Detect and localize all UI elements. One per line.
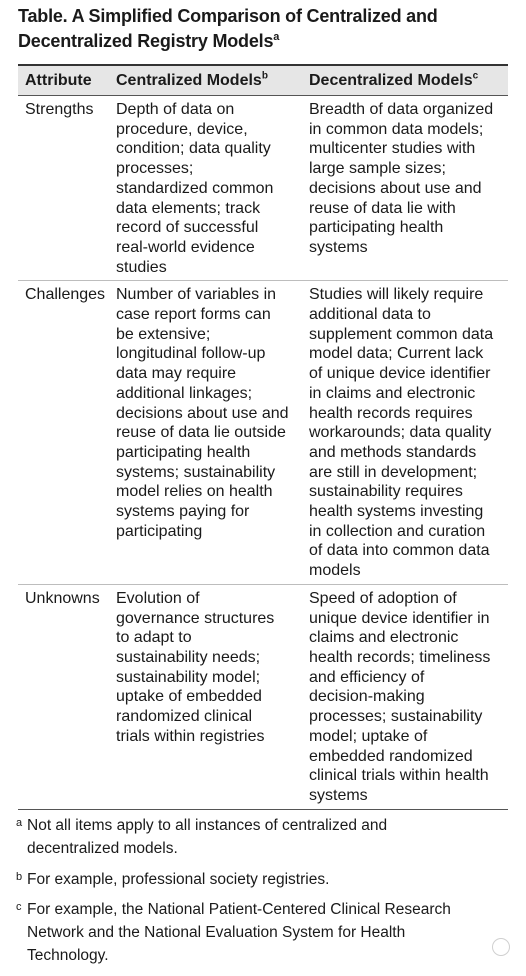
cell-line: decisions about use and: [116, 404, 289, 422]
cell-line: studies: [116, 258, 167, 276]
cell-line: sustainability needs;: [116, 648, 261, 666]
table-row: [18, 96, 508, 280]
cell-line: case report forms can: [116, 306, 271, 324]
cell-line: sustainability model;: [116, 668, 261, 686]
cell-line: health systems investing: [309, 503, 484, 521]
cell-line: multicenter studies with: [309, 140, 476, 158]
cell-line: be extensive;: [116, 325, 211, 343]
cell-line: in common data models;: [309, 120, 484, 138]
cell-line: procedure, device,: [116, 120, 248, 138]
cell-line: Breadth of data organized: [309, 101, 494, 118]
cell-line: processes;: [116, 160, 194, 178]
footnote-mark: a: [16, 817, 23, 829]
cell-line: sustainability requires: [309, 483, 463, 501]
cell-line: model data; Current lack: [309, 345, 484, 363]
cell-line: of unique device identifier: [309, 365, 491, 383]
footnote-b: [16, 868, 506, 891]
footnote-text: decentralized models.: [27, 840, 178, 857]
comparison-table: [18, 64, 508, 810]
cell-line: Number of variables in: [116, 286, 277, 304]
cell-line: Speed of adoption of: [309, 589, 457, 607]
cell-line: participating: [116, 522, 203, 540]
cell-line: to adapt to: [116, 629, 192, 647]
cell-line: randomized clinical: [116, 708, 253, 726]
cell-line: reuse of data lie with: [309, 199, 456, 217]
title-line-1: Table. A Simplified Comparison of Centralized and: [18, 6, 438, 26]
cell-decentralized: [302, 281, 508, 584]
cell-line: in claims and electronic: [309, 384, 476, 402]
cell-line: reuse of data lie outside: [116, 424, 286, 442]
cell-line: large sample sizes;: [309, 160, 446, 178]
cell-line: record of successful: [116, 219, 259, 237]
cell-line: decision-making: [309, 688, 425, 706]
cell-line: systems: [309, 786, 368, 804]
cell-line: and methods standards: [309, 443, 477, 461]
footnote-c: [16, 898, 506, 967]
cell-attribute: Unknowns: [25, 589, 100, 607]
cell-centralized: [109, 96, 302, 280]
cell-line: condition; data quality: [116, 140, 271, 158]
footnote-text: Not all items apply to all instances of centralized and: [27, 817, 388, 834]
footnote-text: For example, the National Patient-Centered Clinical Research: [27, 901, 451, 918]
cell-line: in collection and curation: [309, 522, 486, 540]
header-decentralized: Decentralized Models$^c$: [309, 70, 479, 89]
cell-line: additional linkages;: [116, 384, 253, 402]
table-header-row: [18, 66, 508, 96]
title-line-2: Decentralized Registry Models: [18, 31, 274, 51]
cell-line: clinical trials within health: [309, 767, 489, 785]
cell-line: standardized common: [116, 179, 274, 197]
cell-line: trials within registries: [116, 727, 265, 745]
cell-line: systems; sustainability: [116, 463, 276, 481]
cell-line: Evolution of: [116, 589, 200, 607]
cell-line: participating health: [116, 443, 251, 461]
cell-line: supplement common data: [309, 325, 494, 343]
cell-line: embedded randomized: [309, 747, 473, 765]
cell-line: systems paying for: [116, 503, 250, 521]
cell-line: workarounds; data quality: [309, 424, 492, 442]
table-row: [18, 280, 508, 584]
cell-line: claims and electronic: [309, 629, 459, 647]
footnote-a: [16, 814, 506, 860]
cell-line: longitudinal follow-up: [116, 345, 266, 363]
cell-line: model; uptake of: [309, 727, 428, 745]
cell-line: unique device identifier in: [309, 609, 490, 627]
cell-line: health records; timeliness: [309, 648, 491, 666]
cell-line: participating health: [309, 219, 444, 237]
cell-line: governance structures: [116, 609, 275, 627]
footnote-mark: c: [16, 901, 22, 913]
cell-line: additional data to: [309, 306, 431, 324]
cell-line: of data into common data: [309, 542, 490, 560]
cell-line: models: [309, 562, 361, 580]
cell-line: model relies on health: [116, 483, 273, 501]
watermark-logo-icon: [492, 938, 510, 956]
footnote-mark: b: [16, 871, 23, 883]
header-attribute: Attribute: [25, 71, 92, 89]
cell-line: data may require: [116, 365, 237, 383]
footnote-text: Network and the National Evaluation System for Health: [27, 924, 406, 941]
cell-line: decisions about use and: [309, 179, 482, 197]
cell-centralized: [109, 281, 302, 584]
cell-line: are still in development;: [309, 463, 478, 481]
watermark: [492, 938, 510, 956]
cell-line: Studies will likely require: [309, 286, 484, 304]
cell-attribute: Challenges: [25, 286, 106, 304]
title-footnote-mark: a: [273, 31, 280, 43]
cell-line: processes; sustainability: [309, 708, 483, 726]
cell-line: Depth of data on: [116, 101, 235, 118]
cell-line: data elements; track: [116, 199, 261, 217]
header-centralized: Centralized Models$^b$: [116, 70, 268, 89]
cell-line: systems: [309, 238, 368, 256]
cell-attribute: Strengths: [25, 101, 94, 118]
cell-line: real-world evidence: [116, 238, 255, 256]
table-title: [18, 4, 518, 54]
cell-line: and efficiency of: [309, 668, 425, 686]
cell-line: uptake of embedded: [116, 688, 262, 706]
table-row: [18, 584, 508, 809]
cell-line: health records requires: [309, 404, 473, 422]
cell-decentralized: [302, 585, 508, 809]
cell-centralized: [109, 585, 302, 809]
footnote-text: Technology.: [27, 947, 109, 964]
cell-decentralized: [302, 96, 508, 280]
footnote-text: For example, professional society registries.: [27, 871, 330, 888]
